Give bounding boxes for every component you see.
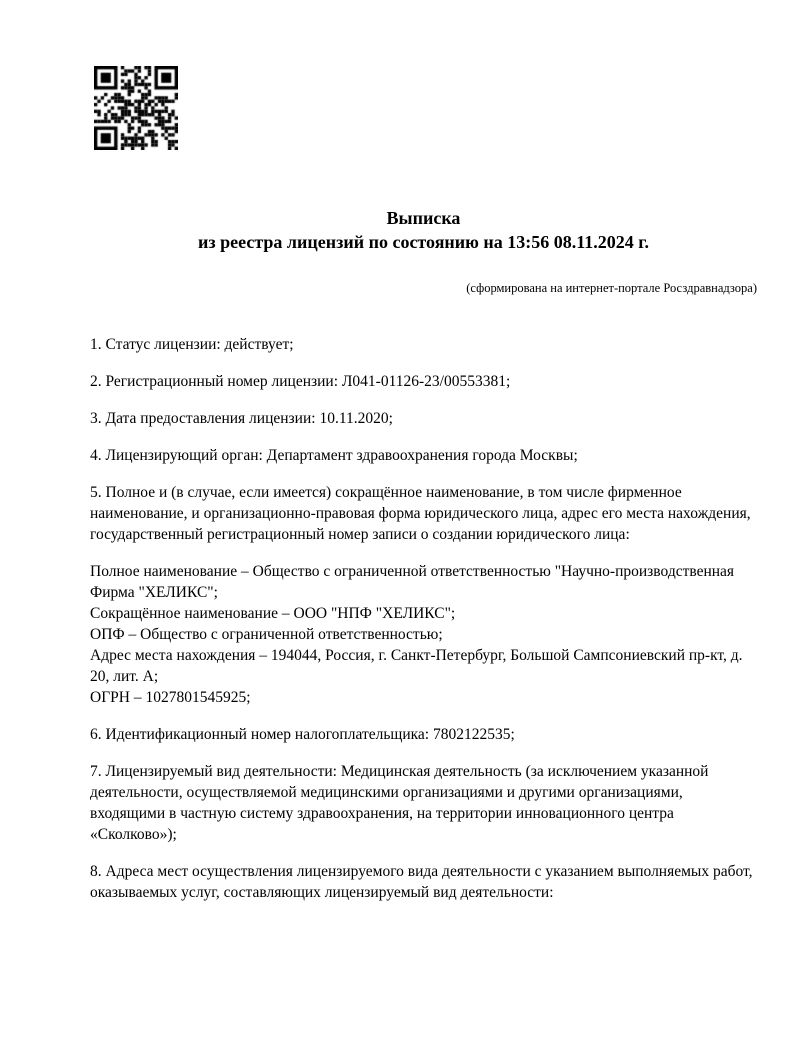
entity-details [90, 561, 757, 708]
title-line-1: Выписка [386, 208, 461, 228]
license-authority: 4. Лицензирующий орган: Департамент здравоохранения города Москвы; [90, 447, 578, 464]
document-content [0, 66, 790, 903]
entity-legal-form: ОПФ – Общество с ограниченной ответственностью; [90, 626, 443, 643]
entity-short-name: Сокращённое наименование – ООО "НПФ "ХЕЛИКС"; [90, 605, 456, 622]
license-registration-number: 2. Регистрационный номер лицензии: Л041-01126-23/00553381; [90, 373, 511, 390]
license-grant-date: 3. Дата предоставления лицензии: 10.11.2020; [90, 410, 393, 427]
license-details [90, 334, 757, 903]
license-status: 1. Статус лицензии: действует; [90, 336, 294, 353]
entity-intro: 5. Полное и (в случае, если имеется) сокращённое наименование, в том числе фирменное наименование, и организационно-правовая форма юридического лица, адрес его места нахождения, государственный регистрационный номер записи о создании юридического лица: [90, 484, 751, 543]
qr-code-icon [94, 66, 178, 150]
document-title [90, 206, 757, 254]
license-activity: 7. Лицензируемый вид деятельности: Медицинская деятельность (за исключением указанной деятельности, осуществляемой медицинскими организациями и другими организациями, входящими в частную систему здравоохранения, на территории инновационного центра «Сколково»); [90, 763, 709, 843]
title-line-2: из реестра лицензий по состоянию на 13:56 08.11.2024 г. [198, 232, 649, 252]
document-subtitle: (сформирована на интернет-портале Росздравнадзора) [466, 281, 757, 295]
license-inn: 6. Идентификационный номер налогоплательщика: 7802122535; [90, 726, 515, 743]
entity-address: Адрес места нахождения – 194044, Россия, г. Санкт-Петербург, Большой Сампсониевский пр-кт, д. 20, лит. А; [90, 647, 743, 685]
license-addresses-intro: 8. Адреса мест осуществления лицензируемого вида деятельности с указанием выполняемых работ, оказываемых услуг, составляющих лицензируемый вид деятельности: [90, 863, 753, 901]
qr-code-container [94, 66, 757, 150]
entity-ogrn: ОГРН – 1027801545925; [90, 689, 251, 706]
entity-full-name: Полное наименование – Общество с ограниченной ответственностью "Научно-производственная Фирма "ХЕЛИКС"; [90, 563, 735, 601]
